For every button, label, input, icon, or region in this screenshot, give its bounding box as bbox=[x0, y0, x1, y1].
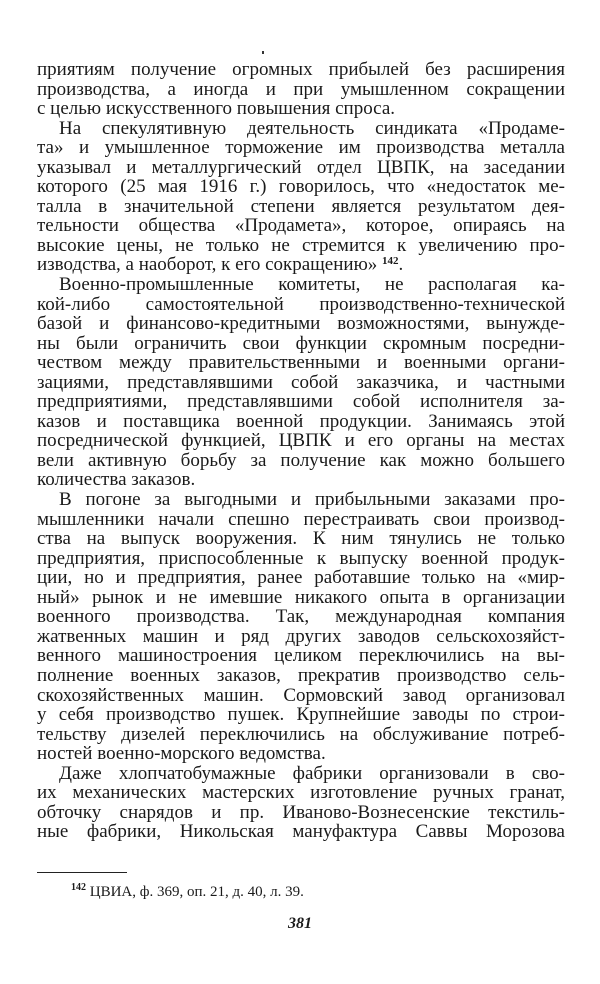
scan-speck bbox=[262, 51, 264, 54]
line-text: Даже хлопчатобумажные фабрики организовали в сво- bbox=[59, 762, 565, 784]
line-text: казов и поставщика военной продукции. Занимаясь этой bbox=[37, 410, 565, 432]
text-line bbox=[37, 451, 565, 471]
paragraph bbox=[37, 275, 565, 490]
line-text: с целью искусственного повышения спроса. bbox=[37, 98, 396, 120]
text-line bbox=[37, 744, 565, 764]
text-line bbox=[37, 353, 565, 373]
line-text: посреднической функцией, ЦВПК и его органы на местах bbox=[37, 430, 565, 452]
footnote-rule bbox=[37, 872, 127, 873]
line-text: та» и умышленное торможение им производства металла bbox=[37, 137, 565, 159]
line-text: вели активную борьбу за получение как можно большего bbox=[37, 449, 565, 471]
line-text: зациями, представлявшими собой заказчика, и частными bbox=[37, 371, 565, 393]
line-text: производства, а иногда и при умышленном сокращении bbox=[37, 78, 565, 100]
text-line bbox=[37, 275, 565, 295]
line-text: ны были ограничить свои функции скромным посредни- bbox=[37, 332, 565, 354]
line-tail: . bbox=[398, 254, 404, 276]
paragraph bbox=[37, 764, 565, 842]
text-line bbox=[37, 119, 565, 139]
text-line bbox=[37, 412, 565, 432]
text-line bbox=[37, 705, 565, 725]
line-text: которого (25 мая 1916 г.) говорилось, что «недостаток ме- bbox=[37, 176, 565, 198]
line-text: ные фабрики, Никольская мануфактура Саввы Морозова bbox=[37, 821, 565, 843]
line-text: полнение военных заказов, прекратив производство сель- bbox=[37, 664, 565, 686]
line-text: базой и финансово-кредитными возможностями, вынужде- bbox=[37, 313, 565, 335]
footnote-reference[interactable]: 142 bbox=[382, 255, 399, 268]
line-text: На спекулятивную деятельность синдиката «Продаме- bbox=[59, 117, 565, 139]
text-line bbox=[37, 510, 565, 530]
text-line bbox=[37, 197, 565, 217]
line-text: военного производства. Так, международная компания bbox=[37, 606, 565, 628]
text-line bbox=[37, 490, 565, 510]
text-line bbox=[37, 803, 565, 823]
text-line bbox=[37, 295, 565, 315]
line-text: тельству дизелей переключились на обслуживание потреб- bbox=[37, 723, 565, 745]
line-text: изводства, а наоборот, к его сокращению» bbox=[37, 254, 378, 276]
text-line bbox=[37, 470, 565, 490]
text-line bbox=[37, 236, 565, 256]
text-line bbox=[37, 431, 565, 451]
line-text: высокие цены, не только не стремится к увеличению про- bbox=[37, 234, 565, 256]
line-text: приятиям получение огромных прибылей без расширения bbox=[37, 59, 565, 80]
text-line bbox=[37, 216, 565, 236]
text-line bbox=[37, 822, 565, 842]
line-text: количества заказов. bbox=[37, 469, 196, 491]
line-text: кой-либо самостоятельной производственно-технической bbox=[37, 293, 565, 315]
line-text: ный» рынок и не имевшие никакого опыта в организации bbox=[37, 586, 565, 608]
text-line bbox=[37, 783, 565, 803]
paragraph bbox=[37, 60, 565, 119]
text-line bbox=[37, 529, 565, 549]
line-text: указывал и металлургический отдел ЦВПК, на заседании bbox=[37, 156, 565, 178]
text-line bbox=[37, 392, 565, 412]
text-line bbox=[37, 138, 565, 158]
line-text: чеством между правительственными и военными органи- bbox=[37, 352, 565, 374]
text-line bbox=[37, 549, 565, 569]
text-line bbox=[37, 588, 565, 608]
page-number: 381 bbox=[288, 915, 312, 932]
line-text: талла в значительной степени является результатом дея- bbox=[37, 195, 565, 217]
line-text: венного машиностроения целиком переключились на вы- bbox=[37, 645, 565, 667]
footnote bbox=[71, 884, 304, 901]
line-text: у себя производство пушек. Крупнейшие заводы по строи- bbox=[37, 704, 565, 726]
line-text: мышленники начали спешно перестраивать свои производ- bbox=[37, 508, 565, 530]
text-line bbox=[37, 177, 565, 197]
line-text: ностей военно-морского ведомства. bbox=[37, 743, 326, 765]
paragraph bbox=[37, 119, 565, 275]
text-line bbox=[37, 99, 565, 119]
line-text: тельности общества «Продамета», которое, опираясь на bbox=[37, 215, 565, 237]
line-text: жатвенных машин и ряд других заводов сельскохозяйст- bbox=[37, 625, 565, 647]
text-line bbox=[37, 60, 565, 80]
text-line bbox=[37, 607, 565, 627]
line-text: предприятиями, представлявшими собой исполнителя за- bbox=[37, 391, 565, 413]
text-line bbox=[37, 80, 565, 100]
text-line bbox=[37, 646, 565, 666]
footnote-number: 142 bbox=[71, 882, 86, 893]
line-text: Военно-промышленные комитеты, не располагая ка- bbox=[59, 274, 565, 296]
text-line bbox=[37, 255, 565, 275]
body-text bbox=[37, 60, 565, 842]
line-text: предприятия, приспособленные к выпуску военной продук- bbox=[37, 547, 565, 569]
line-text: скохозяйственных машин. Сормовский завод организовал bbox=[37, 684, 565, 706]
paragraph bbox=[37, 490, 565, 764]
line-text: их механических мастерских изготовление ручных гранат, bbox=[37, 782, 565, 804]
text-line bbox=[37, 725, 565, 745]
text-line bbox=[37, 666, 565, 686]
line-text: ции, но и предприятия, ранее работавшие только на «мир- bbox=[37, 567, 565, 589]
text-line bbox=[37, 568, 565, 588]
text-line bbox=[37, 764, 565, 784]
line-text: В погоне за выгодными и прибыльными заказами про- bbox=[59, 489, 565, 511]
footnote-text: ЦВИА, ф. 369, оп. 21, д. 40, л. 39. bbox=[89, 884, 304, 900]
text-line bbox=[37, 686, 565, 706]
text-line bbox=[37, 158, 565, 178]
text-line bbox=[37, 314, 565, 334]
line-text: ства на выпуск вооружения. К ним тянулись не только bbox=[37, 528, 565, 550]
text-line bbox=[37, 627, 565, 647]
text-line bbox=[37, 373, 565, 393]
line-text: обточку снарядов и пр. Иваново-Вознесенские текстиль- bbox=[37, 801, 565, 823]
text-line bbox=[37, 334, 565, 354]
